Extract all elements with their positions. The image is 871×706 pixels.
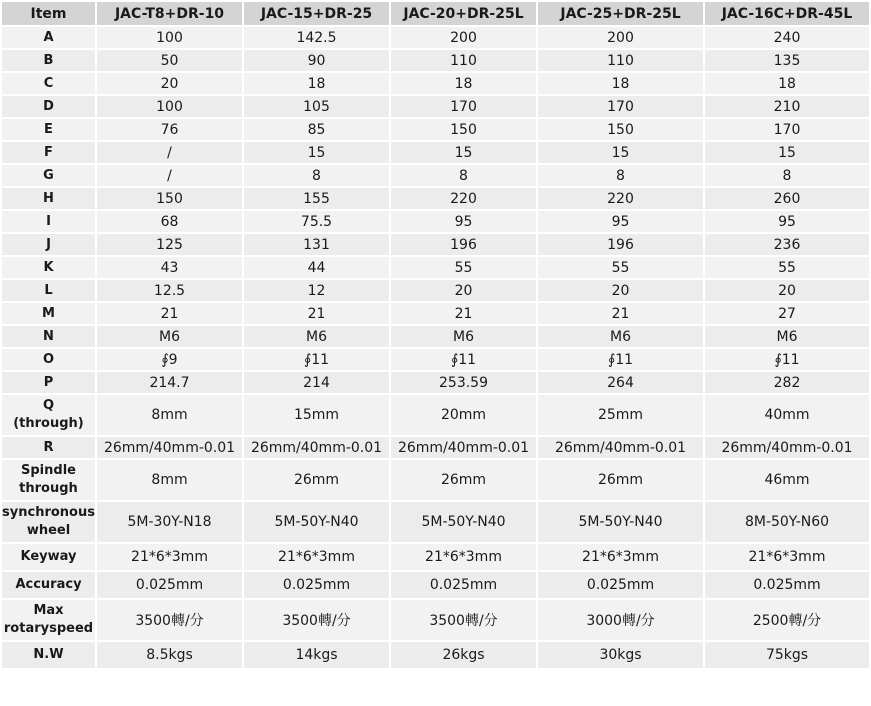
item-label [2, 280, 95, 301]
spec-value-cell: M6 [391, 326, 536, 347]
item-label-line: P [43, 374, 54, 390]
item-label [2, 642, 95, 668]
table-header [2, 2, 869, 25]
spec-value-cell: M6 [244, 326, 389, 347]
item-label-line: N [43, 328, 54, 344]
spec-value-cell: 15 [705, 142, 869, 163]
item-label-line: G [43, 167, 54, 183]
spec-value-cell: 8 [244, 165, 389, 186]
spec-value-cell: 50 [97, 50, 242, 71]
item-label [2, 211, 95, 232]
spec-value-cell: / [97, 165, 242, 186]
item-label-line: D [43, 98, 54, 114]
table-row [2, 96, 869, 117]
item-label [2, 326, 95, 347]
table-row [2, 303, 869, 324]
item-label-line: Accuracy [15, 577, 82, 592]
item-label [2, 142, 95, 163]
item-label [2, 165, 95, 186]
spec-value-cell: 3500轉/分 [97, 600, 242, 640]
item-label [2, 395, 95, 435]
item-label-line: Max [33, 603, 64, 618]
spec-value-cell: ∮9 [97, 349, 242, 370]
spec-value-cell: ∮11 [538, 349, 703, 370]
table-row [2, 437, 869, 458]
spec-value-cell: 8mm [97, 395, 242, 435]
spec-value-cell: 95 [705, 211, 869, 232]
spec-value-cell: 110 [391, 50, 536, 71]
table-row [2, 395, 869, 435]
item-label [2, 119, 95, 140]
item-label-line: N.W [33, 647, 64, 662]
spec-value-cell: 18 [244, 73, 389, 94]
table-row [2, 165, 869, 186]
item-label-line: wheel [26, 523, 71, 538]
spec-value-cell: 18 [705, 73, 869, 94]
spec-value-cell: 3500轉/分 [391, 600, 536, 640]
spec-value-cell: 125 [97, 234, 242, 255]
spec-value-cell: 8 [705, 165, 869, 186]
item-label [2, 572, 95, 598]
item-label-line: R [43, 439, 54, 455]
spec-value-cell: 0.025mm [705, 572, 869, 598]
spec-value-cell: M6 [97, 326, 242, 347]
spec-value-cell: 196 [538, 234, 703, 255]
header-item: Item [2, 2, 95, 25]
spec-value-cell: 3000轉/分 [538, 600, 703, 640]
item-label-line: A [43, 29, 54, 45]
spec-value-cell: ∮11 [244, 349, 389, 370]
table-row [2, 257, 869, 278]
spec-value-cell: 26mm/40mm-0.01 [244, 437, 389, 458]
item-label-line: E [44, 121, 53, 137]
spec-value-cell: 15 [244, 142, 389, 163]
spec-value-cell: 170 [538, 96, 703, 117]
spec-value-cell: 5M-50Y-N40 [538, 502, 703, 542]
spec-value-cell: 20 [705, 280, 869, 301]
spec-value-cell: 15mm [244, 395, 389, 435]
spec-value-cell: 12.5 [97, 280, 242, 301]
spec-value-cell: 110 [538, 50, 703, 71]
item-label [2, 73, 95, 94]
spec-value-cell: 264 [538, 372, 703, 393]
item-label-line: K [43, 259, 54, 275]
spec-value-cell: 150 [97, 188, 242, 209]
spec-value-cell: M6 [705, 326, 869, 347]
item-label [2, 50, 95, 71]
spec-value-cell: 220 [538, 188, 703, 209]
spec-value-cell: 18 [391, 73, 536, 94]
table-row [2, 280, 869, 301]
table-row [2, 544, 869, 570]
table-row [2, 502, 869, 542]
spec-value-cell: 55 [538, 257, 703, 278]
spec-value-cell: 21 [97, 303, 242, 324]
spec-value-cell: 100 [97, 96, 242, 117]
table-row [2, 73, 869, 94]
item-label [2, 234, 95, 255]
spec-value-cell: 40mm [705, 395, 869, 435]
spec-value-cell: / [97, 142, 242, 163]
item-label [2, 460, 95, 500]
spec-value-cell: 200 [391, 27, 536, 48]
spec-value-cell: 100 [97, 27, 242, 48]
spec-value-cell: 12 [244, 280, 389, 301]
spec-value-cell: 253.59 [391, 372, 536, 393]
spec-value-cell: 26mm/40mm-0.01 [97, 437, 242, 458]
spec-value-cell: 236 [705, 234, 869, 255]
spec-value-cell: 8.5kgs [97, 642, 242, 668]
item-label [2, 303, 95, 324]
spec-value-cell: 55 [705, 257, 869, 278]
item-label-line: Q [42, 398, 55, 413]
spec-value-cell: 105 [244, 96, 389, 117]
item-label-line: F [44, 144, 53, 160]
item-label-line: H [43, 190, 54, 206]
table-row [2, 234, 869, 255]
spec-value-cell: 21*6*3mm [391, 544, 536, 570]
item-label-line: (through) [13, 416, 84, 431]
spec-value-cell: 8 [391, 165, 536, 186]
spec-value-cell: 26mm [391, 460, 536, 500]
spec-value-cell: 170 [391, 96, 536, 117]
spec-value-cell: 260 [705, 188, 869, 209]
table-row [2, 119, 869, 140]
spec-value-cell: 26mm [244, 460, 389, 500]
table-row [2, 460, 869, 500]
spec-value-cell: 20 [97, 73, 242, 94]
spec-value-cell: M6 [538, 326, 703, 347]
spec-value-cell: 155 [244, 188, 389, 209]
spec-value-cell: 196 [391, 234, 536, 255]
spec-value-cell: 95 [391, 211, 536, 232]
item-label-line: Spindle [21, 463, 76, 478]
item-label-line: Keyway [20, 549, 77, 564]
spec-value-cell: 85 [244, 119, 389, 140]
spec-value-cell: 142.5 [244, 27, 389, 48]
table-row [2, 50, 869, 71]
item-label [2, 96, 95, 117]
table-row [2, 326, 869, 347]
item-label [2, 349, 95, 370]
spec-value-cell: ∮11 [705, 349, 869, 370]
spec-value-cell: 21*6*3mm [538, 544, 703, 570]
spec-value-cell: 21 [538, 303, 703, 324]
table-row [2, 349, 869, 370]
spec-value-cell: 26mm/40mm-0.01 [538, 437, 703, 458]
header-model-5: JAC-16C+DR-45L [705, 2, 869, 25]
spec-value-cell: 30kgs [538, 642, 703, 668]
item-label [2, 502, 95, 542]
item-label-line: O [42, 351, 55, 367]
item-label-line: through [19, 481, 78, 496]
spec-value-cell: 0.025mm [391, 572, 536, 598]
item-label-line: J [46, 236, 51, 252]
spec-value-cell: 131 [244, 234, 389, 255]
spec-value-cell: 5M-50Y-N40 [391, 502, 536, 542]
spec-value-cell: 26kgs [391, 642, 536, 668]
spec-value-cell: 14kgs [244, 642, 389, 668]
spec-value-cell: 5M-50Y-N40 [244, 502, 389, 542]
spec-value-cell: 200 [538, 27, 703, 48]
spec-value-cell: 55 [391, 257, 536, 278]
spec-value-cell: 8 [538, 165, 703, 186]
item-label-line: L [44, 282, 53, 298]
spec-value-cell: 26mm/40mm-0.01 [391, 437, 536, 458]
item-label [2, 257, 95, 278]
table-body [2, 27, 869, 668]
spec-value-cell: 95 [538, 211, 703, 232]
spec-value-cell: 8mm [97, 460, 242, 500]
spec-value-cell: 170 [705, 119, 869, 140]
spec-value-cell: 27 [705, 303, 869, 324]
spec-value-cell: 46mm [705, 460, 869, 500]
spec-value-cell: 20 [538, 280, 703, 301]
spec-value-cell: 240 [705, 27, 869, 48]
spec-value-cell: 21*6*3mm [244, 544, 389, 570]
item-label-line: synchronous [2, 505, 95, 520]
spec-value-cell: 26mm/40mm-0.01 [705, 437, 869, 458]
spec-value-cell: 214.7 [97, 372, 242, 393]
table-row [2, 642, 869, 668]
header-row [2, 2, 869, 25]
spec-value-cell: ∮11 [391, 349, 536, 370]
spec-value-cell: 0.025mm [538, 572, 703, 598]
spec-value-cell: 75kgs [705, 642, 869, 668]
header-model-3: JAC-20+DR-25L [391, 2, 536, 25]
item-label [2, 544, 95, 570]
item-label [2, 188, 95, 209]
spec-value-cell: 21 [244, 303, 389, 324]
spec-value-cell: 26mm [538, 460, 703, 500]
spec-value-cell: 5M-30Y-N18 [97, 502, 242, 542]
spec-value-cell: 0.025mm [244, 572, 389, 598]
spec-value-cell: 20 [391, 280, 536, 301]
item-label [2, 600, 95, 640]
spec-value-cell: 220 [391, 188, 536, 209]
item-label-line: I [46, 213, 51, 229]
spec-value-cell: 282 [705, 372, 869, 393]
item-label [2, 27, 95, 48]
item-label-line: M [42, 305, 55, 321]
spec-value-cell: 21*6*3mm [97, 544, 242, 570]
item-label-line: C [43, 75, 54, 91]
spec-value-cell: 76 [97, 119, 242, 140]
spec-value-cell: 150 [391, 119, 536, 140]
spec-value-cell: 90 [244, 50, 389, 71]
table-row [2, 600, 869, 640]
header-model-4: JAC-25+DR-25L [538, 2, 703, 25]
item-label [2, 437, 95, 458]
spec-value-cell: 43 [97, 257, 242, 278]
spec-value-cell: 68 [97, 211, 242, 232]
table-row [2, 142, 869, 163]
spec-value-cell: 21 [391, 303, 536, 324]
spec-value-cell: 2500轉/分 [705, 600, 869, 640]
spec-value-cell: 20mm [391, 395, 536, 435]
spec-value-cell: 25mm [538, 395, 703, 435]
spec-value-cell: 75.5 [244, 211, 389, 232]
table-row [2, 211, 869, 232]
table-row [2, 188, 869, 209]
spec-value-cell: 8M-50Y-N60 [705, 502, 869, 542]
table-row [2, 27, 869, 48]
spec-value-cell: 21*6*3mm [705, 544, 869, 570]
spec-value-cell: 150 [538, 119, 703, 140]
table-row [2, 572, 869, 598]
spec-value-cell: 44 [244, 257, 389, 278]
spec-value-cell: 3500轉/分 [244, 600, 389, 640]
header-model-1: JAC-T8+DR-10 [97, 2, 242, 25]
item-label-line: rotaryspeed [3, 621, 94, 636]
spec-value-cell: 135 [705, 50, 869, 71]
item-label-line: B [43, 52, 54, 68]
table-row [2, 372, 869, 393]
header-model-2: JAC-15+DR-25 [244, 2, 389, 25]
spec-value-cell: 15 [538, 142, 703, 163]
spec-value-cell: 0.025mm [97, 572, 242, 598]
spec-value-cell: 214 [244, 372, 389, 393]
spec-value-cell: 15 [391, 142, 536, 163]
spec-value-cell: 210 [705, 96, 869, 117]
spec-value-cell: 18 [538, 73, 703, 94]
item-label [2, 372, 95, 393]
